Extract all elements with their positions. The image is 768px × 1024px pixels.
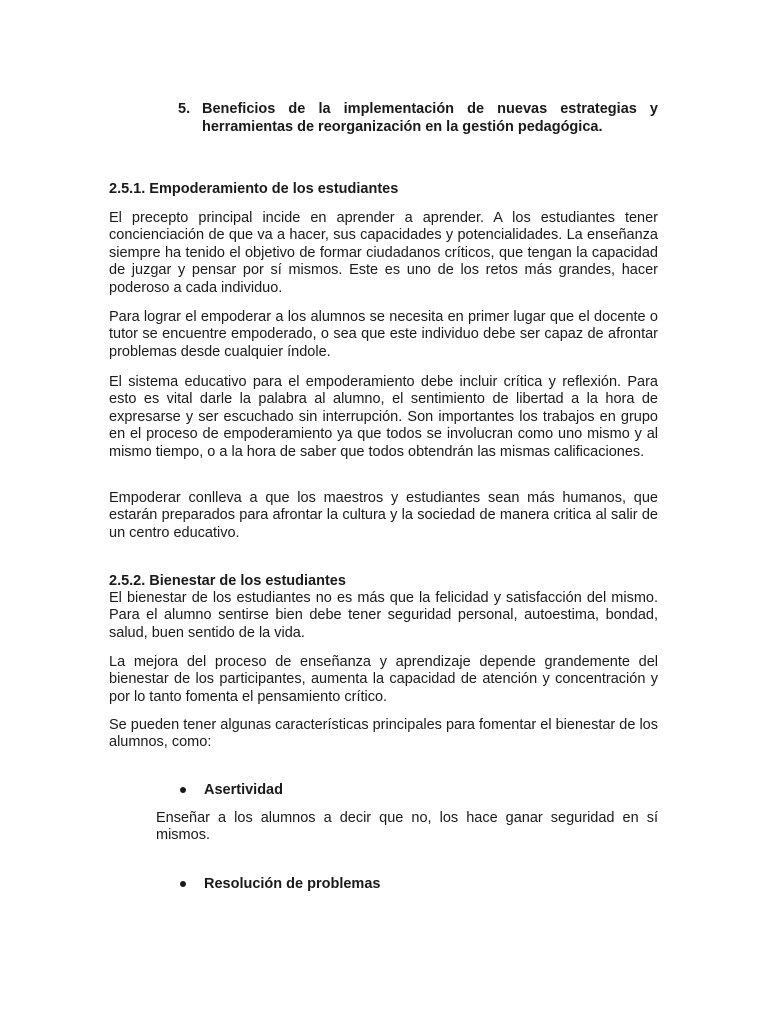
bullet-label: Resolución de problemas	[204, 876, 381, 892]
heading-text: Beneficios de la implementación de nuevas estrategias y herramientas de reorganización en la gestión pedagógica.	[202, 101, 658, 135]
paragraph: Se pueden tener algunas características principales para fomentar el bienestar de los alumnos, como:	[109, 717, 658, 751]
bullet-dot-icon	[180, 881, 186, 887]
heading-number: 5.	[178, 101, 191, 117]
paragraph: Para lograr el empoderar a los alumnos se necesita en primer lugar que el docente o tutor se encuentre empoderado, o sea que este individuo debe ser capaz de afrontar problemas desde cualquier índole.	[109, 309, 658, 360]
section-heading-2-5-1: 2.5.1. Empoderamiento de los estudiantes	[109, 181, 399, 197]
numbered-heading-5	[178, 100, 658, 136]
paragraph: El sistema educativo para el empoderamiento debe incluir crítica y reflexión. Para esto es vital darle la palabra al alumno, el sentimiento de libertad a la hora de expresarse y ser escuchado sin interrupción. Son importantes los trabajos en grupo en el proceso de empoderamiento ya que todos se involucran como uno mismo y al mismo tiempo, o a la hora de saber que todos obtendrán las mismas calificaciones.	[109, 374, 658, 460]
bullet-item-asertividad	[178, 781, 283, 799]
bullet-label: Asertividad	[204, 782, 283, 798]
paragraph: Empoderar conlleva a que los maestros y estudiantes sean más humanos, que estarán preparados para afrontar la cultura y la sociedad de manera critica al salir de un centro educativo.	[109, 490, 658, 541]
bullet-dot-icon	[180, 787, 186, 793]
paragraph: El precepto principal incide en aprender a aprender. A los estudiantes tener concienciación de que va a hacer, sus capacidades y potencialidades. La enseñanza siempre ha tenido el objetivo de formar ciudadanos críticos, que tengan la capacidad de juzgar y pensar por sí mismos. Este es uno de los retos más grandes, hacer poderoso a cada individuo.	[109, 210, 658, 296]
bullet-item-resolucion-de-problemas	[178, 875, 380, 893]
paragraph: La mejora del proceso de enseñanza y aprendizaje depende grandemente del bienestar de los participantes, aumenta la capacidad de atención y concentración y por lo tanto fomenta el pensamiento crítico.	[109, 654, 658, 705]
bullet-paragraph: Enseñar a los alumnos a decir que no, los hace ganar seguridad en sí mismos.	[156, 810, 658, 844]
section-heading-2-5-2: 2.5.2. Bienestar de los estudiantes	[109, 573, 346, 589]
paragraph: El bienestar de los estudiantes no es más que la felicidad y satisfacción del mismo. Para el alumno sentirse bien debe tener seguridad personal, autoestima, bondad, salud, buen sentido de la vida.	[109, 590, 658, 641]
